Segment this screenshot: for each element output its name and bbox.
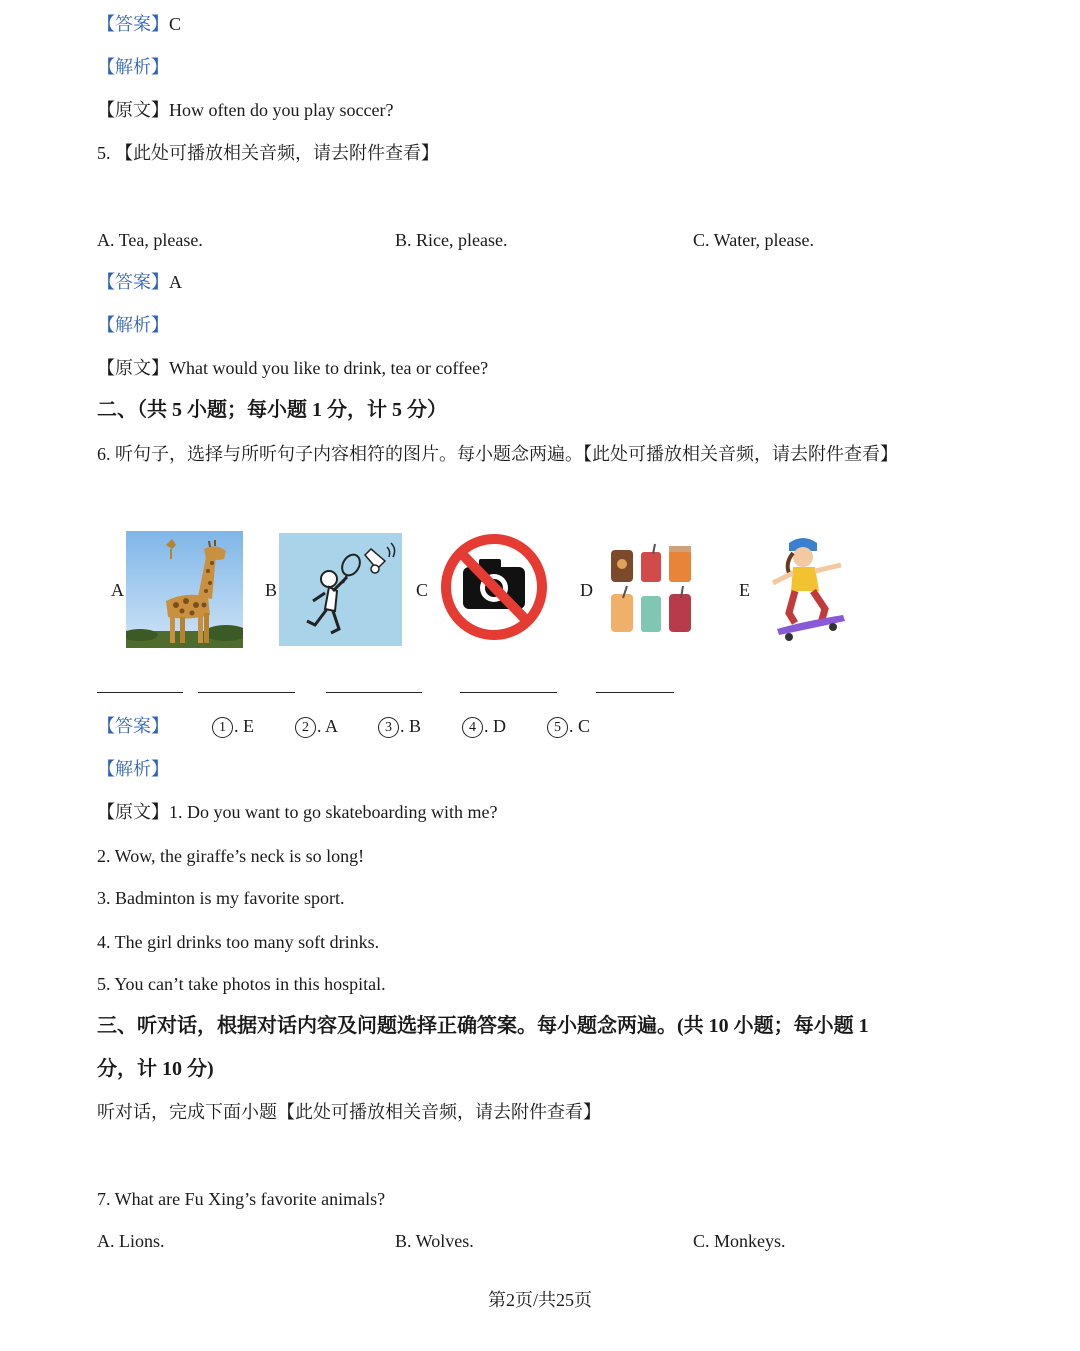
q5-option-b: B. Rice, please.	[395, 230, 508, 250]
q6-analysis-line	[97, 757, 169, 781]
skateboarding-girl-picture	[755, 533, 853, 645]
section3-heading-prefix: 三、听对话，根据对话内容及问题选择正确答案。每小题念两遍。(共	[97, 1015, 709, 1037]
q5-transcript: What would you like to drink, tea or coffee?	[169, 358, 489, 378]
transcript-tag: 【原文】	[97, 802, 169, 822]
circled-number: 5	[547, 717, 568, 738]
q4-transcript: How often do you play soccer?	[169, 100, 394, 120]
q5-analysis-line	[97, 313, 169, 337]
q6-answer-5-value: . C	[569, 716, 591, 736]
section2-heading-mid2: 分，计	[322, 399, 392, 421]
q7-option-a: A. Lions.	[97, 1231, 165, 1251]
q6-stem: 6. 听句子，选择与所听句子内容相符的图片。每小题念两遍。【此处可播放相关音频，请去附件查看】	[97, 444, 898, 464]
circled-number: 4	[462, 717, 483, 738]
analysis-tag: 【解析】	[97, 315, 169, 335]
q5-answer-line	[97, 270, 182, 294]
q6-answer-1	[212, 714, 254, 738]
q6-transcript-line-2: 2. Wow, the giraffe’s neck is so long!	[97, 846, 365, 866]
section3-heading-count: 10	[708, 1015, 729, 1037]
section2-heading-mid1: 小题；每小题	[182, 399, 312, 421]
picture-label-a: A	[111, 580, 124, 600]
q6-transcript-line-3: 3. Badminton is my favorite sport.	[97, 888, 345, 908]
q6-answer-4-value: . D	[484, 716, 506, 736]
section3-heading-line1	[97, 1014, 869, 1038]
q7-option-b: B. Wolves.	[395, 1231, 474, 1251]
q5-transcript-line	[97, 356, 488, 380]
q5-option-a: A. Tea, please.	[97, 230, 203, 250]
picture-label-b: B	[265, 580, 278, 600]
q6-transcript-line-4: 4. The girl drinks too many soft drinks.	[97, 932, 380, 952]
q4-analysis-line	[97, 55, 169, 79]
q5-stem: 5. 【此处可播放相关音频，请去附件查看】	[97, 143, 439, 163]
q4-answer: C	[169, 14, 182, 34]
q6-answer-3	[378, 714, 421, 738]
answer-blank-3	[326, 692, 422, 693]
section3-heading-line2	[97, 1057, 214, 1081]
section3-intro: 听对话，完成下面小题【此处可播放相关音频，请去附件查看】	[97, 1102, 601, 1122]
q6-transcript-line-5: 5. You can’t take photos in this hospital.	[97, 974, 386, 994]
q5-answer: A	[169, 272, 182, 292]
circled-number: 1	[212, 717, 233, 738]
no-camera-sign-picture	[439, 531, 549, 644]
picture-label-d: D	[580, 580, 593, 600]
q4-transcript-line	[97, 98, 393, 122]
answer-blank-4	[460, 692, 557, 693]
q5-option-c: C. Water, please.	[693, 230, 814, 250]
section2-heading-prefix: 二、（共	[97, 399, 172, 421]
transcript-tag: 【原文】	[97, 100, 169, 120]
q6-answer-5	[547, 714, 590, 738]
section2-heading-count: 5	[172, 399, 182, 421]
section2-heading	[97, 398, 447, 422]
picture-label-c: C	[416, 580, 429, 600]
answer-blank-1	[97, 692, 183, 693]
section2-heading-suffix: 分）	[402, 399, 447, 421]
answer-tag: 【答案】	[97, 14, 169, 34]
soft-drinks-picture	[603, 540, 701, 638]
section3-heading-total: 10	[162, 1058, 182, 1080]
q6-answer-label	[97, 714, 169, 738]
q6-answer-2	[295, 714, 338, 738]
badminton-picture	[279, 533, 402, 646]
answer-tag: 【答案】	[97, 716, 169, 736]
q7-option-c: C. Monkeys.	[693, 1231, 786, 1251]
answer-tag: 【答案】	[97, 272, 169, 292]
analysis-tag: 【解析】	[97, 57, 169, 77]
q6-answer-2-value: . A	[317, 716, 339, 736]
analysis-tag: 【解析】	[97, 759, 169, 779]
q6-answer-4	[462, 714, 506, 738]
section3-heading-line2-prefix: 分，计	[97, 1058, 162, 1080]
q6-answer-3-value: . B	[400, 716, 422, 736]
q4-answer-line	[97, 12, 181, 36]
section3-heading-mid: 小题；每小题	[728, 1015, 859, 1037]
q6-answer-1-value: . E	[234, 716, 254, 736]
circled-number: 3	[378, 717, 399, 738]
giraffe-picture	[126, 531, 243, 648]
answer-blank-2	[198, 692, 295, 693]
circled-number: 2	[295, 717, 316, 738]
section2-heading-total: 5	[392, 399, 402, 421]
page-footer: 第2页/共25页	[487, 1290, 592, 1310]
section3-heading-points: 1	[858, 1015, 869, 1037]
answer-blank-5	[596, 692, 674, 693]
section2-heading-points: 1	[312, 399, 322, 421]
q6-transcript-line-1	[97, 800, 497, 824]
transcript-tag: 【原文】	[97, 358, 169, 378]
picture-label-e: E	[739, 580, 750, 600]
section3-heading-line2-suffix: 分)	[182, 1058, 214, 1080]
q7-stem: 7. What are Fu Xing’s favorite animals?	[97, 1189, 386, 1209]
q6-transcript-1: 1. Do you want to go skateboarding with me?	[169, 802, 498, 822]
